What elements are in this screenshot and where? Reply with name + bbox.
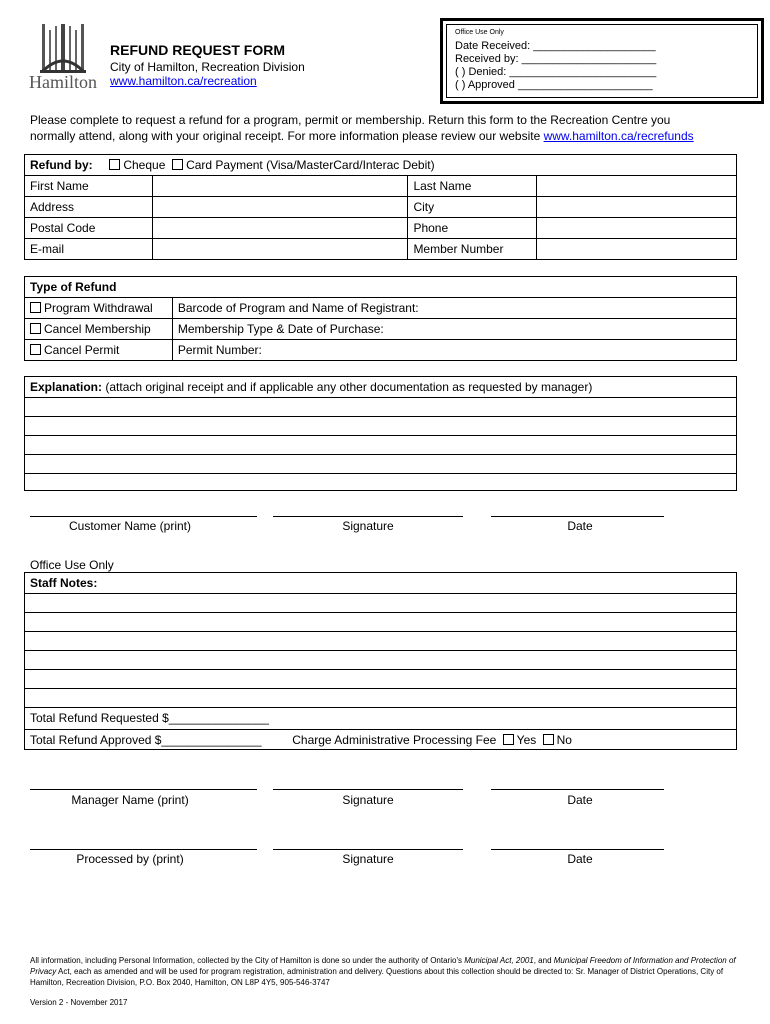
refund-by-label: Refund by: [30,158,93,172]
privacy-notice [30,955,742,988]
permit-number-field[interactable]: Permit Number: [172,340,736,361]
division-name: City of Hamilton, Recreation Division [110,60,305,74]
received-by-field: Received by: ______________________ [455,53,657,65]
explanation-line[interactable] [25,435,736,454]
explanation-line[interactable] [25,416,736,435]
cheque-checkbox[interactable] [109,159,120,170]
staff-notes-line[interactable] [25,631,736,650]
address-label: Address [25,197,153,218]
address-field[interactable] [152,197,408,218]
customer-name-label: Customer Name (print) [68,519,192,533]
total-refund-requested[interactable]: Total Refund Requested $_______________ [30,711,269,725]
logo-wordmark: Hamilton [29,72,97,92]
hamilton-crest-icon [22,22,104,74]
first-name-field[interactable] [152,176,408,197]
customer-date-line[interactable] [491,516,664,517]
manager-name-line[interactable] [30,789,257,790]
member-number-field[interactable] [537,239,737,260]
manager-date-label: Date [567,793,593,807]
refund-by-row [25,155,737,176]
card-payment-checkbox[interactable] [172,159,183,170]
city-field[interactable] [537,197,737,218]
privacy-text-c: , and [533,956,554,965]
privacy-foi-act-name: Municipal Freedom of Information and Protection of Privacy [30,956,736,976]
fee-yes-checkbox[interactable] [503,734,514,745]
staff-notes-line[interactable] [25,593,736,612]
explanation-label: Explanation: [30,380,103,394]
total-approved-row [25,729,736,750]
explanation-line[interactable] [25,454,736,473]
office-use-label: Office Use Only [30,558,114,572]
customer-name-line[interactable] [30,516,257,517]
last-name-field[interactable] [537,176,737,197]
recrefunds-link[interactable]: www.hamilton.ca/recrefunds [543,129,694,143]
program-withdrawal-label: Program Withdrawal [44,301,153,315]
city-label: City [408,197,537,218]
staff-notes-label: Staff Notes: [30,576,98,590]
refund-type-heading: Type of Refund [25,277,737,298]
intro-line-1: Please complete to request a refund for a program, permit or membership. Return this form to the Recreation Centre you [30,113,671,127]
privacy-text-e: Act, each as amended and will be used for program registration, administration and delivery. Questions about this collection should be directed to: Sr. Manager of District Operations, City of Hamilton, Recreation Division, P.O. Box 2040, Hamilton, ON L8P 4Y5, 905-546-3747 [30,967,724,987]
explanation-box[interactable] [24,376,737,491]
staff-notes-line[interactable] [25,612,736,631]
last-name-label: Last Name [408,176,537,197]
fee-no-checkbox[interactable] [543,734,554,745]
admin-fee-label: Charge Administrative Processing Fee [292,733,497,747]
processed-signature-line[interactable] [273,849,463,850]
phone-label: Phone [408,218,537,239]
manager-date-line[interactable] [491,789,664,790]
explanation-note: (attach original receipt and if applicable any other documentation as requested by manager) [102,380,593,394]
processed-date-label: Date [567,852,593,866]
date-received-field: Date Received: ____________________ [455,40,656,52]
total-requested-row [25,707,736,729]
approved-field: ( ) Approved ______________________ [455,79,653,91]
first-name-label: First Name [25,176,153,197]
staff-notes-box[interactable] [24,572,737,750]
cheque-label: Cheque [123,158,166,172]
manager-signature-label: Signature [342,793,394,807]
form-title: REFUND REQUEST FORM [110,42,285,58]
intro-text [30,112,750,144]
office-use-box [440,18,764,104]
explanation-line[interactable] [25,473,736,490]
office-use-heading: Office Use Only [455,29,504,36]
cancel-permit-checkbox[interactable] [30,344,41,355]
privacy-act-name: Municipal Act, 2001 [464,956,534,965]
card-payment-label: Card Payment (Visa/MasterCard/Interac Debit) [186,158,435,172]
denied-field: ( ) Denied: ________________________ [455,66,657,78]
email-field[interactable] [152,239,408,260]
manager-name-label: Manager Name (print) [71,793,189,807]
processed-date-line[interactable] [491,849,664,850]
program-barcode-field[interactable]: Barcode of Program and Name of Registrant: [172,298,736,319]
staff-notes-line[interactable] [25,650,736,669]
cancel-membership-option[interactable] [25,319,173,340]
processed-by-label: Processed by (print) [76,852,184,866]
explanation-line[interactable] [25,397,736,416]
program-withdrawal-checkbox[interactable] [30,302,41,313]
intro-line-2: normally attend, along with your original receipt. For more information please review our website [30,129,544,143]
processed-by-line[interactable] [30,849,257,850]
fee-yes-label: Yes [516,733,537,747]
membership-type-field[interactable]: Membership Type & Date of Purchase: [172,319,736,340]
cancel-permit-label: Cancel Permit [44,343,120,357]
version-label: Version 2 - November 2017 [30,998,128,1007]
hamilton-logo [22,22,104,92]
privacy-text-a: All information, including Personal Information, collected by the City of Hamilton is done so under the authority of Ontario's [30,956,465,965]
manager-signature-line[interactable] [273,789,463,790]
fee-no-label: No [556,733,572,747]
postal-code-field[interactable] [152,218,408,239]
phone-field[interactable] [537,218,737,239]
processed-signature-label: Signature [342,852,394,866]
cancel-membership-label: Cancel Membership [44,322,151,336]
refund-type-table [24,276,737,361]
cancel-membership-checkbox[interactable] [30,323,41,334]
explanation-header [25,377,736,397]
customer-signature-label: Signature [342,519,394,533]
postal-code-label: Postal Code [25,218,153,239]
program-withdrawal-option[interactable] [25,298,173,319]
recreation-website-link[interactable]: www.hamilton.ca/recreation [110,74,257,88]
email-label: E-mail [25,239,153,260]
staff-notes-line[interactable] [25,669,736,688]
applicant-info-table [24,154,737,260]
member-number-label: Member Number [408,239,537,260]
total-refund-approved[interactable]: Total Refund Approved $_______________ [30,733,262,747]
staff-notes-line[interactable] [25,688,736,707]
cancel-permit-option[interactable] [25,340,173,361]
customer-date-label: Date [567,519,593,533]
customer-signature-line[interactable] [273,516,463,517]
